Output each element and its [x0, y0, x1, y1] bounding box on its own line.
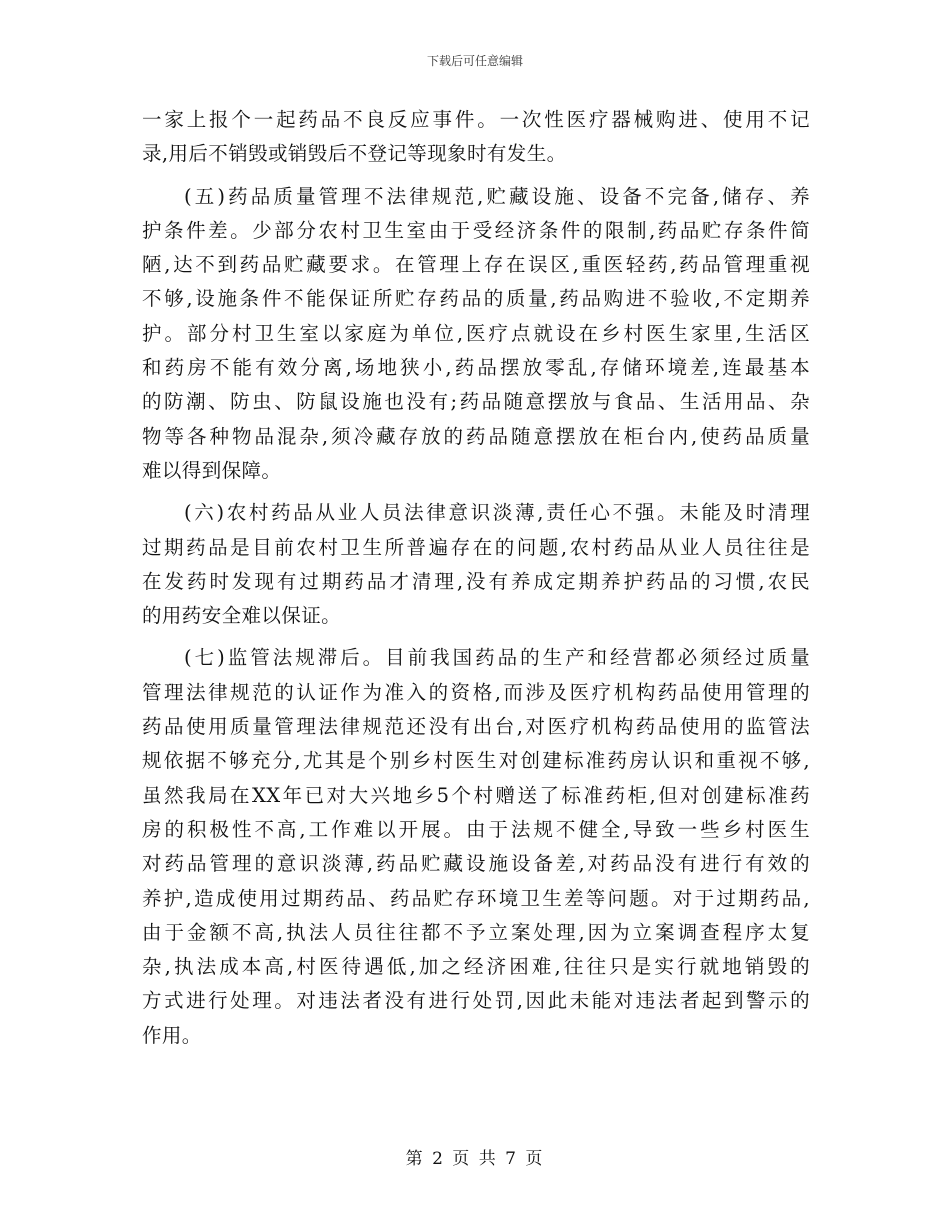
paragraph-section-6 — [142, 496, 810, 633]
page-header-note: 下载后可任意编辑 — [426, 54, 523, 68]
text-line: 虽然我局在XX年已对大兴地乡5个村赠送了标准药柜,但对创建标准药 — [142, 783, 810, 807]
text-line: 的用药安全难以保证。 — [142, 604, 342, 628]
text-line: 一家上报个一起药品不良反应事件。一次性医疗器械购进、使用不记 — [142, 108, 810, 131]
paragraph-continuation — [142, 103, 810, 172]
text-line: 养护,造成使用过期药品、药品贮存环境卫生差等问题。对于过期药品, — [142, 886, 810, 910]
text-line: 过期药品是目前农村卫生所普遍存在的问题,农村药品从业人员往往是 — [142, 535, 810, 559]
text-line: 物等各种物品混杂,须冷藏存放的药品随意摆放在柜台内,使药品质量 — [142, 424, 810, 448]
text-line: 陋,达不到药品贮藏要求。在管理上存在误区,重医轻药,药品管理重视 — [142, 253, 810, 277]
document-body — [142, 103, 810, 1053]
text-line: (六)农村药品从业人员法律意识淡薄,责任心不强。未能及时清理 — [184, 501, 810, 525]
text-line: 护条件差。少部分农村卫生室由于受经济条件的限制,药品贮存条件简 — [142, 218, 810, 242]
text-line: 杂,执法成本高,村医待遇低,加之经济困难,往往只是实行就地销毁的 — [142, 955, 810, 979]
page-number-footer: 第 2 页 共 7 页 — [405, 1149, 545, 1169]
paragraph-section-7 — [142, 641, 810, 1053]
text-line: 录,用后不销毁或销毁后不登记等现象时有发生。 — [142, 142, 567, 166]
text-line: 规依据不够充分,尤其是个别乡村医生对创建标准药房认识和重视不够, — [142, 749, 810, 773]
text-line: 药品使用质量管理法律规范还没有出台,对医疗机构药品使用的监管法 — [142, 715, 810, 739]
text-line: 作用。 — [142, 1023, 202, 1047]
text-line: 难以得到保障。 — [142, 458, 282, 482]
text-line: 由于金额不高,执法人员往往都不予立案处理,因为立案调查程序太复 — [142, 920, 810, 944]
text-line: 不够,设施条件不能保证所贮存药品的质量,药品购进不验收,不定期养 — [142, 287, 810, 311]
paragraph-section-5 — [142, 180, 810, 489]
text-line: 的防潮、防虫、防鼠设施也没有;药品随意摆放与食品、生活用品、杂 — [142, 390, 810, 414]
text-line: 房的积极性不高,工作难以开展。由于法规不健全,导致一些乡村医生 — [142, 817, 810, 841]
text-line: (七)监管法规滞后。目前我国药品的生产和经营都必须经过质量 — [184, 646, 810, 670]
text-line: 方式进行处理。对违法者没有进行处罚,因此未能对违法者起到警示的 — [142, 989, 810, 1013]
text-line: 在发药时发现有过期药品才清理,没有养成定期养护药品的习惯,农民 — [142, 569, 810, 593]
text-line: 对药品管理的意识淡薄,药品贮藏设施设备差,对药品没有进行有效的 — [142, 852, 810, 876]
text-line: 管理法律规范的认证作为准入的资格,而涉及医疗机构药品使用管理的 — [142, 680, 810, 704]
text-line: 护。部分村卫生室以家庭为单位,医疗点就设在乡村医生家里,生活区 — [142, 321, 810, 345]
text-line: (五)药品质量管理不法律规范,贮藏设施、设备不完备,储存、养 — [184, 184, 810, 208]
text-line: 和药房不能有效分离,场地狭小,药品摆放零乱,存储环境差,连最基本 — [142, 356, 810, 380]
